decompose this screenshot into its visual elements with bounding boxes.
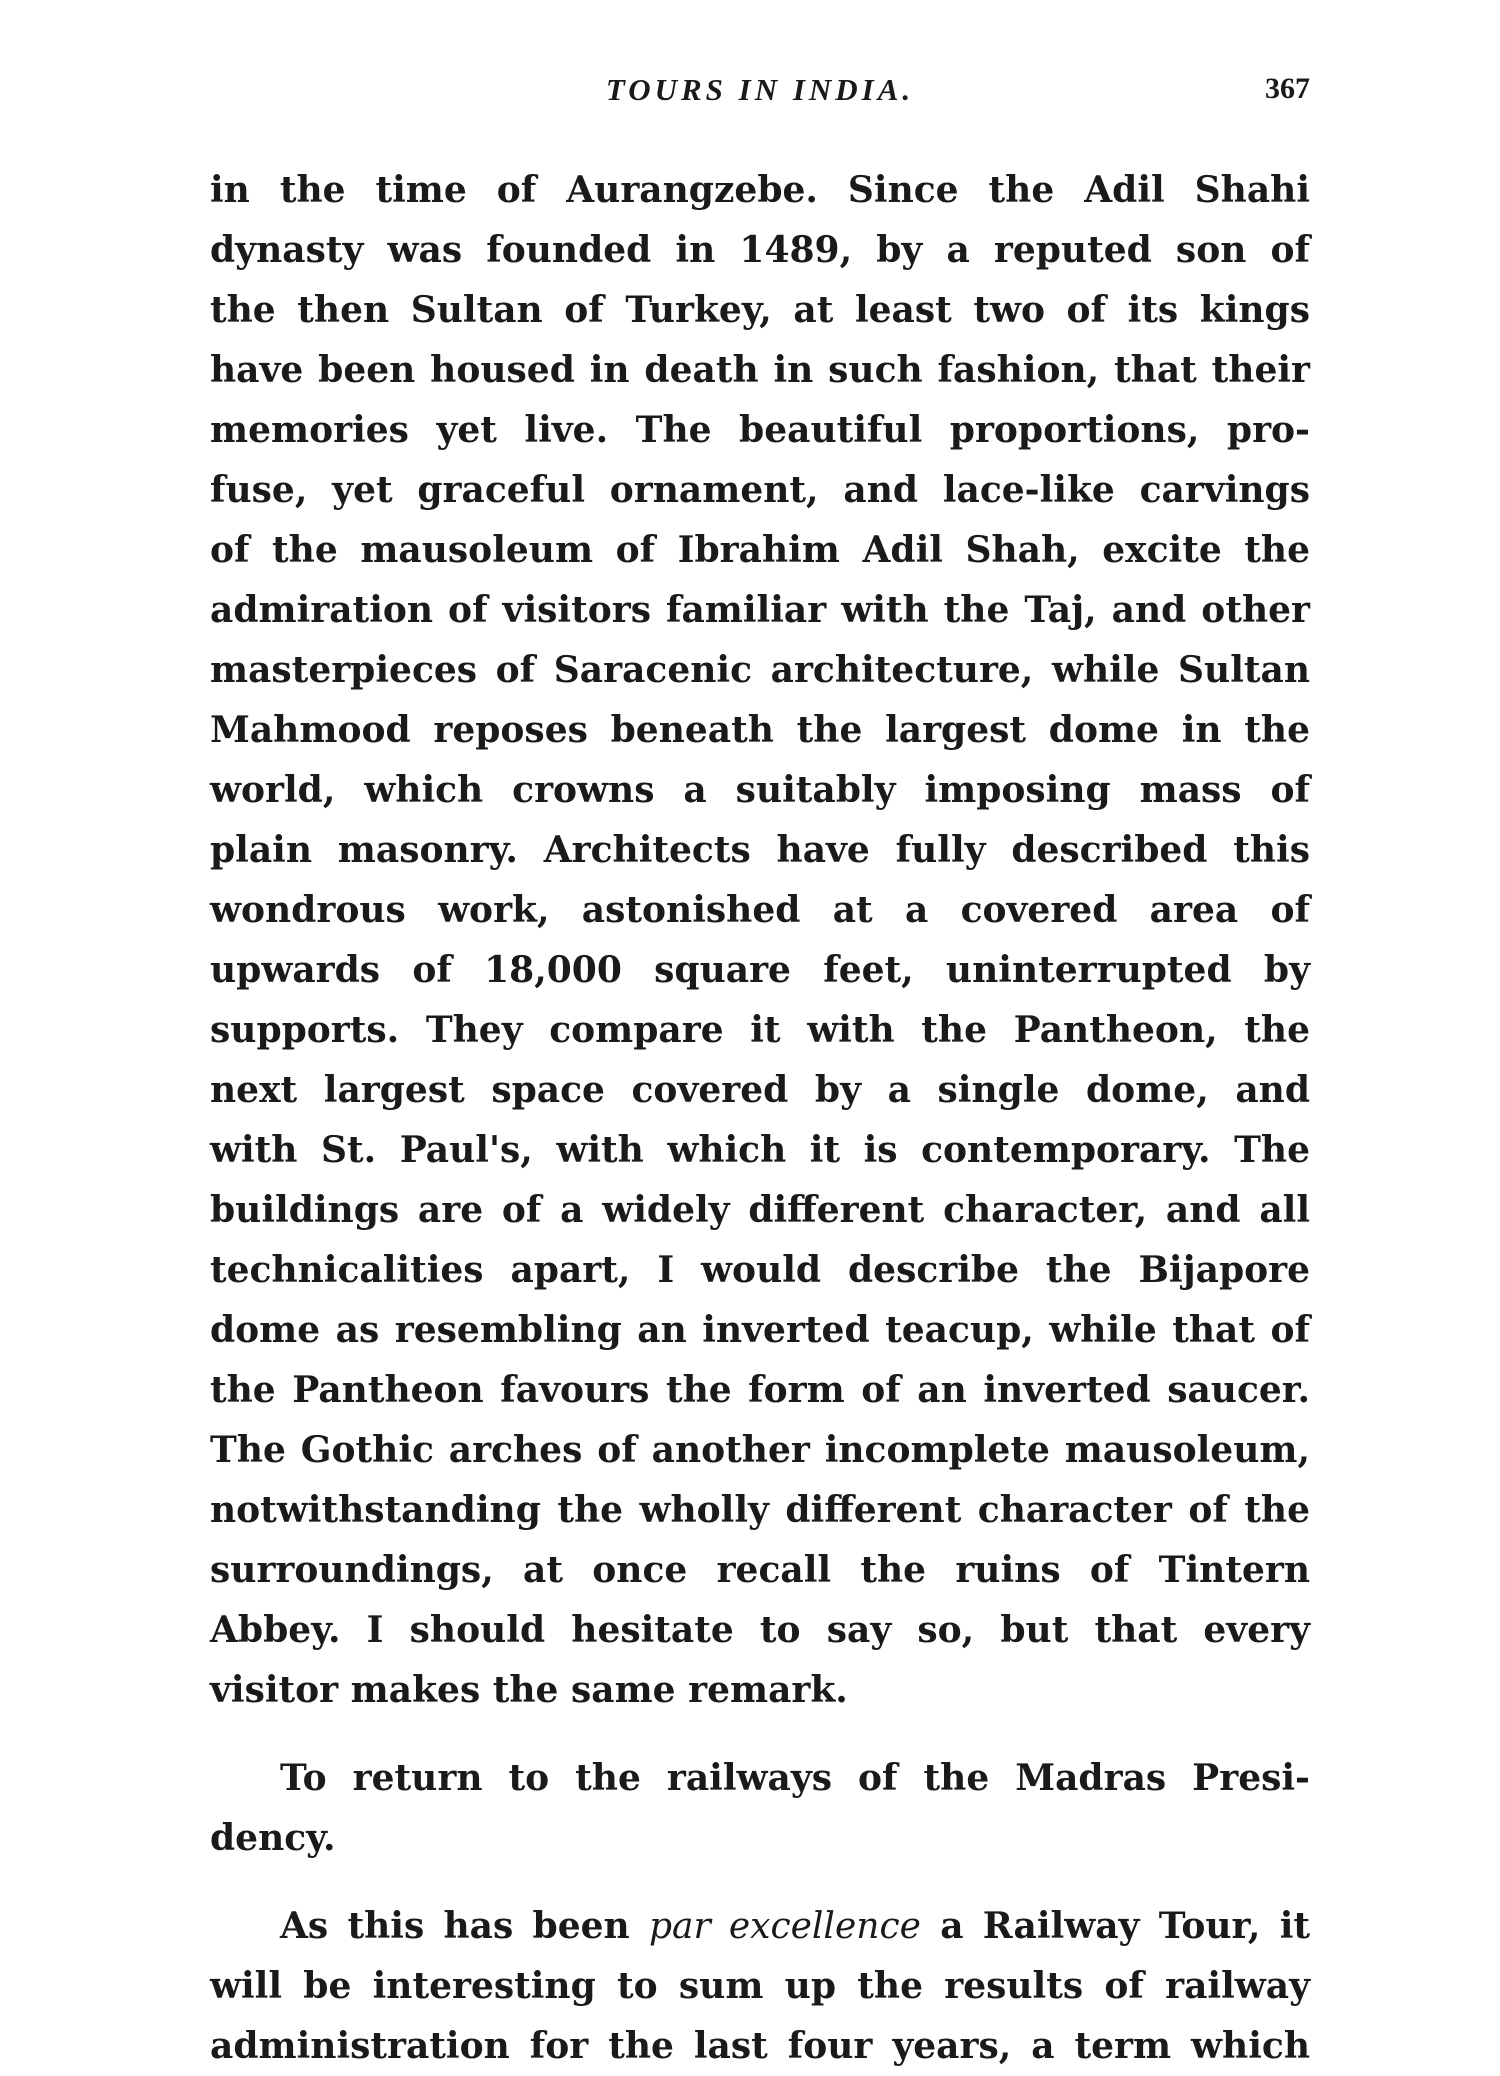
text-line: have been housed in death in such fashion, that their bbox=[210, 349, 1310, 391]
text-run: As this has been bbox=[280, 1905, 649, 1947]
text-line: surroundings, at once recall the ruins of Tintern bbox=[210, 1549, 1310, 1591]
text-line: dency. bbox=[210, 1817, 336, 1859]
text-line: the then Sultan of Turkey, at least two of its kings bbox=[210, 289, 1310, 331]
text-line: technicalities apart, I would describe the Bijapore bbox=[210, 1249, 1310, 1291]
running-head bbox=[210, 72, 1310, 122]
text-line: The Gothic arches of another incomplete mausoleum, bbox=[210, 1429, 1310, 1471]
text-line: the Pantheon favours the form of an inverted saucer. bbox=[210, 1369, 1310, 1411]
text-line: dome as resembling an inverted teacup, while that of bbox=[210, 1309, 1310, 1351]
paragraph-gap bbox=[210, 1868, 1310, 1896]
text-line: next largest space covered by a single dome, and bbox=[210, 1069, 1310, 1111]
text-line: masterpieces of Saracenic architecture, while Sultan bbox=[210, 649, 1310, 691]
text-line bbox=[210, 1896, 1310, 1956]
text-line: fuse, yet graceful ornament, and lace-like carvings bbox=[210, 469, 1310, 511]
paragraph bbox=[210, 1896, 1310, 2076]
text-line: with St. Paul's, with which it is contemporary. The bbox=[210, 1129, 1310, 1171]
paragraph bbox=[210, 160, 1310, 1720]
text-line: dynasty was founded in 1489, by a reputed son of bbox=[210, 229, 1310, 271]
paragraph-gap bbox=[210, 1720, 1310, 1748]
text-line: admiration of visitors familiar with the Taj, and other bbox=[210, 589, 1310, 631]
text-run: a Railway Tour, it bbox=[920, 1905, 1311, 1947]
text-line: visitor makes the same remark. bbox=[210, 1669, 848, 1711]
body-text bbox=[210, 160, 1310, 2076]
running-title: TOURS IN INDIA. bbox=[605, 72, 915, 107]
italic-phrase: par excellence bbox=[648, 1906, 921, 1947]
text-line: supports. They compare it with the Pantheon, the bbox=[210, 1009, 1310, 1051]
text-line: will be interesting to sum up the results of railway bbox=[210, 1965, 1310, 2007]
text-line: of the mausoleum of Ibrahim Adil Shah, excite the bbox=[210, 529, 1310, 571]
text-line: Abbey. I should hesitate to say so, but that every bbox=[210, 1609, 1310, 1651]
text-line: in the time of Aurangzebe. Since the Adil Shahi bbox=[210, 169, 1310, 211]
text-line: upwards of 18,000 square feet, uninterrupted by bbox=[210, 949, 1310, 991]
paragraph bbox=[210, 1748, 1310, 1868]
page-number: 367 bbox=[1265, 72, 1310, 105]
text-line: To return to the railways of the Madras Presi- bbox=[280, 1757, 1310, 1799]
text-line: notwithstanding the wholly different character of the bbox=[210, 1489, 1310, 1531]
text-line: world, which crowns a suitably imposing mass of bbox=[210, 769, 1310, 811]
text-line: administration for the last four years, a term which bbox=[210, 2025, 1310, 2067]
text-line: Mahmood reposes beneath the largest dome in the bbox=[210, 709, 1310, 751]
text-line: memories yet live. The beautiful proportions, pro- bbox=[210, 409, 1310, 451]
text-line: wondrous work, astonished at a covered area of bbox=[210, 889, 1310, 931]
text-line: buildings are of a widely different character, and all bbox=[210, 1189, 1310, 1231]
text-line: plain masonry. Architects have fully described this bbox=[210, 829, 1310, 871]
